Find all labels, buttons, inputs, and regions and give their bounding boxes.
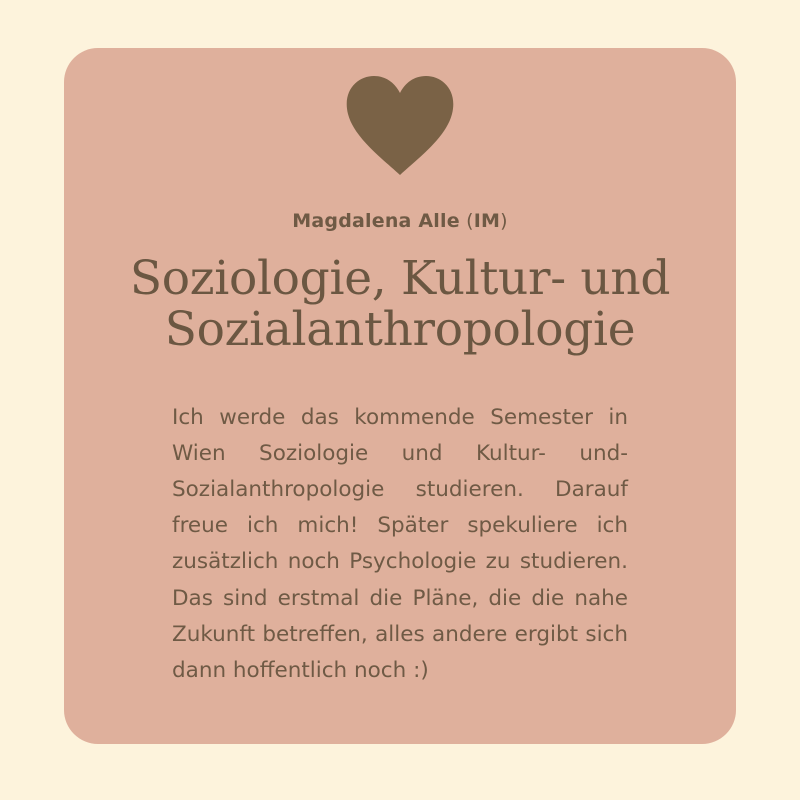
author-name: Magdalena Alle	[292, 210, 460, 232]
author-suffix	[466, 210, 508, 232]
body-text	[172, 400, 628, 689]
author-suffix-open: (	[466, 210, 474, 232]
author-suffix-label: IM	[473, 210, 501, 232]
author-line	[64, 210, 736, 232]
body-paragraph: Ich werde das kommende Semester in Wien Soziologie und Kultur- und-Sozialanthropologie studieren. Darauf freue ich mich! Später spekuliere ich zusätzlich noch Psychologie zu studieren. Das sind erstmal die Pläne, die die nahe Zukunft betreffen, alles andere ergibt sich dann hoffentlich noch :)	[172, 405, 628, 683]
page-title: Soziologie, Kultur- und Sozialanthropologie	[129, 251, 671, 357]
quote-card	[64, 48, 736, 744]
author-suffix-close: )	[500, 210, 508, 232]
heart-icon	[64, 76, 736, 178]
